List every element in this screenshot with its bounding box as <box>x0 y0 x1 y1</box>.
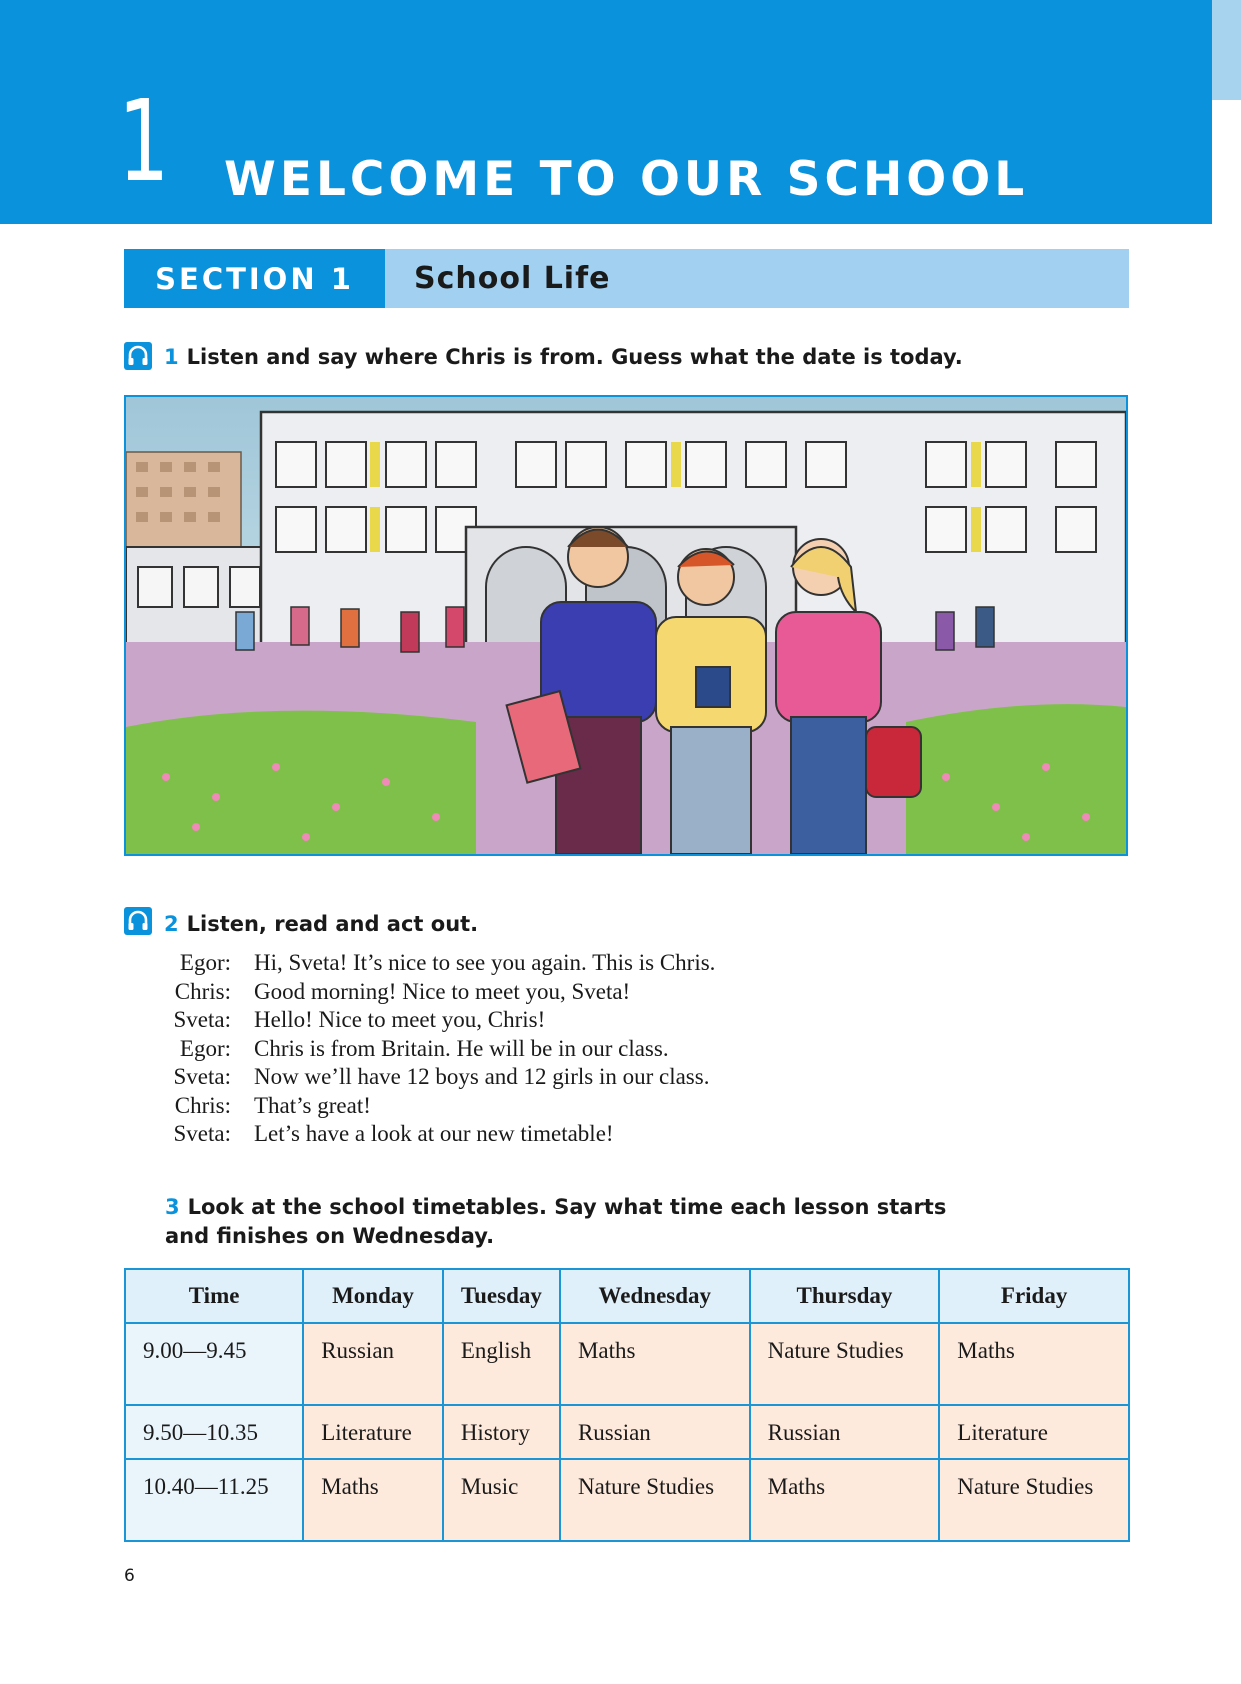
lesson-cell: Maths <box>750 1459 940 1541</box>
headphones-icon[interactable] <box>124 342 152 370</box>
task-instruction-line2: and finishes on Wednesday. <box>165 1224 495 1248</box>
speaker: Sveta: <box>173 1121 231 1146</box>
header-thursday: Thursday <box>750 1269 940 1323</box>
task-number: 3 <box>165 1195 180 1219</box>
dialogue <box>150 949 715 1149</box>
dialogue-line <box>150 1092 715 1121</box>
headphones-icon[interactable] <box>124 907 152 935</box>
timetable-header-row <box>125 1269 1129 1323</box>
lesson-cell: Maths <box>560 1323 750 1405</box>
table-row <box>125 1459 1129 1541</box>
task-instruction-line1: Look at the school timetables. Say what time each lesson starts <box>187 1195 947 1219</box>
time-cell: 9.50—10.35 <box>125 1405 303 1459</box>
lesson-cell: Maths <box>303 1459 443 1541</box>
speaker: Egor: <box>179 1035 231 1061</box>
lesson-cell: Russian <box>303 1323 443 1405</box>
lesson-cell: Literature <box>939 1405 1129 1459</box>
speaker: Chris: <box>174 978 231 1004</box>
header-monday: Monday <box>303 1269 443 1323</box>
task-3 <box>165 1193 946 1251</box>
header-time: Time <box>125 1269 303 1323</box>
school-illustration <box>124 395 1128 856</box>
task-2 <box>164 910 478 939</box>
school-scene <box>126 397 1126 854</box>
header-wednesday: Wednesday <box>560 1269 750 1323</box>
header-tuesday: Tuesday <box>443 1269 560 1323</box>
line: Chris is from Britain. He will be in our class. <box>254 1035 669 1061</box>
lesson-cell: Russian <box>560 1405 750 1459</box>
lesson-cell: Nature Studies <box>939 1459 1129 1541</box>
section-label: SECTION 1 <box>124 249 385 308</box>
dialogue-line <box>150 978 715 1007</box>
dialogue-line <box>150 1120 715 1149</box>
time-cell: 9.00—9.45 <box>125 1323 303 1405</box>
unit-number: 1 <box>118 77 170 207</box>
lesson-cell: Nature Studies <box>560 1459 750 1541</box>
line: Good morning! Nice to meet you, Sveta! <box>254 978 631 1004</box>
line: Hi, Sveta! It’s nice to see you again. This is Chris. <box>254 950 716 975</box>
page-number: 6 <box>124 1566 135 1586</box>
lesson-cell: History <box>443 1405 560 1459</box>
line: Let’s have a look at our new timetable! <box>254 1121 614 1146</box>
task-1 <box>164 343 963 372</box>
lesson-cell: Nature Studies <box>750 1323 940 1405</box>
speaker: Sveta: <box>173 1007 231 1032</box>
task-number: 2 <box>164 912 179 936</box>
page-edge-tab <box>1212 0 1241 100</box>
table-row <box>125 1405 1129 1459</box>
speaker: Sveta: <box>173 1064 231 1089</box>
speaker: Egor: <box>179 950 231 975</box>
line: Now we’ll have 12 boys and 12 girls in our class. <box>254 1064 710 1089</box>
lesson-cell: English <box>443 1323 560 1405</box>
line: Hello! Nice to meet you, Chris! <box>254 1007 546 1032</box>
lesson-cell: Maths <box>939 1323 1129 1405</box>
table-row <box>125 1323 1129 1405</box>
task-instruction: Listen, read and act out. <box>186 912 479 936</box>
lesson-cell: Literature <box>303 1405 443 1459</box>
lesson-cell: Russian <box>750 1405 940 1459</box>
task-number: 1 <box>164 345 179 369</box>
line: That’s great! <box>254 1092 371 1118</box>
section-title: School Life <box>414 261 611 296</box>
task-instruction: Listen and say where Chris is from. Guess what the date is today. <box>186 345 963 369</box>
dialogue-line <box>150 949 715 978</box>
dialogue-line <box>150 1006 715 1035</box>
header-friday: Friday <box>939 1269 1129 1323</box>
lesson-cell: Music <box>443 1459 560 1541</box>
timetable <box>124 1268 1130 1542</box>
time-cell: 10.40—11.25 <box>125 1459 303 1541</box>
unit-title: WELCOME TO OUR SCHOOL <box>224 152 1029 207</box>
speaker: Chris: <box>174 1092 231 1118</box>
dialogue-line <box>150 1035 715 1064</box>
dialogue-line <box>150 1063 715 1092</box>
